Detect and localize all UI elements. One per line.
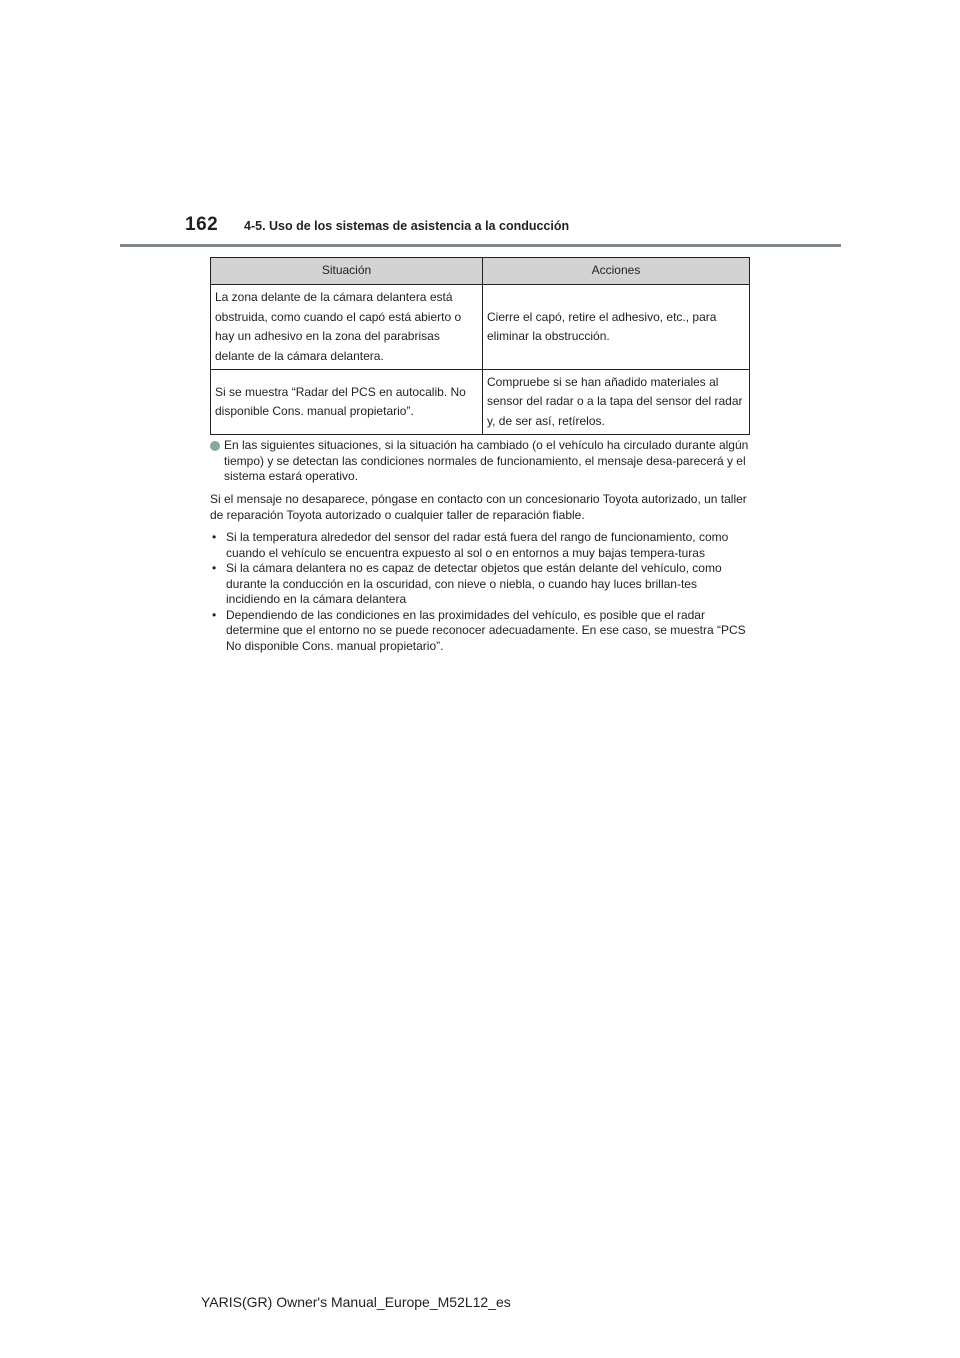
action-cell: Compruebe si se han añadido materiales al sensor del radar o a la tapa del sensor del radar y, de ser así, retírelos.: [483, 370, 750, 435]
table-header-row: [211, 258, 750, 285]
section-title: 4-5. Uso de los sistemas de asistencia a la conducción: [244, 219, 570, 233]
main-paragraph: Si el mensaje no desaparece, póngase en contacto con un concesionario Toyota autorizado, un taller de reparación Toyota autorizado o cualquier taller de reparación fiable.: [210, 492, 747, 522]
bullet-note-text: En las siguientes situaciones, si la situación ha cambiado (o el vehículo ha circulado durante algún tiempo) y se detectan las condiciones normales de funcionamiento, el mensaje desa-parecerá y el sistema estará operativo.: [224, 438, 749, 483]
list-bullet: •: [212, 607, 217, 622]
header-divider: [120, 244, 841, 247]
bullet-dot-icon: [210, 441, 220, 451]
list-bullet: •: [212, 561, 217, 575]
page-number: 162: [185, 214, 219, 235]
table-row: [211, 285, 750, 370]
situation-cell: La zona delante de la cámara delantera está obstruida, como cuando el capó está abierto o hay un adhesivo en la zona del parabrisas delante de la cámara delantera.: [211, 285, 483, 370]
footer-manual-id: YARIS(GR) Owner's Manual_Europe_M52L12_es: [201, 1294, 511, 1310]
list-item: [210, 561, 750, 608]
table-row: [211, 370, 750, 435]
list-item: [210, 608, 750, 655]
list-item-text: Si la temperatura alrededor del sensor del radar está fuera del rango de funcionamiento, como cuando el vehículo se encuentra expuesto al sol o en entornos a muy bajas tempera-turas: [226, 530, 729, 560]
column-header-actions: Acciones: [483, 258, 750, 285]
column-header-situation: Situación: [211, 258, 483, 285]
conditions-list: [210, 530, 750, 654]
list-bullet: •: [212, 530, 217, 544]
bullet-note: [210, 438, 750, 485]
situation-cell: Si se muestra “Radar del PCS en autocalib. No disponible Cons. manual propietario”.: [211, 370, 483, 435]
list-item-text: Si la cámara delantera no es capaz de detectar objetos que están delante del vehículo, como durante la conducción en la oscuridad, con nieve o niebla, o cuando hay luces brillan-tes incidiendo en la cámara delantera: [226, 561, 722, 606]
list-item-text: Dependiendo de las condiciones en las proximidades del vehículo, es posible que el radar determine que el entorno no se puede reconocer adecuadamente. En ese caso, se muestra “PCS No disponible Cons. manual propietario”.: [226, 607, 746, 653]
situation-actions-table: [210, 257, 750, 435]
list-item: [210, 530, 750, 561]
action-cell: Cierre el capó, retire el adhesivo, etc., para eliminar la obstrucción.: [483, 285, 750, 370]
